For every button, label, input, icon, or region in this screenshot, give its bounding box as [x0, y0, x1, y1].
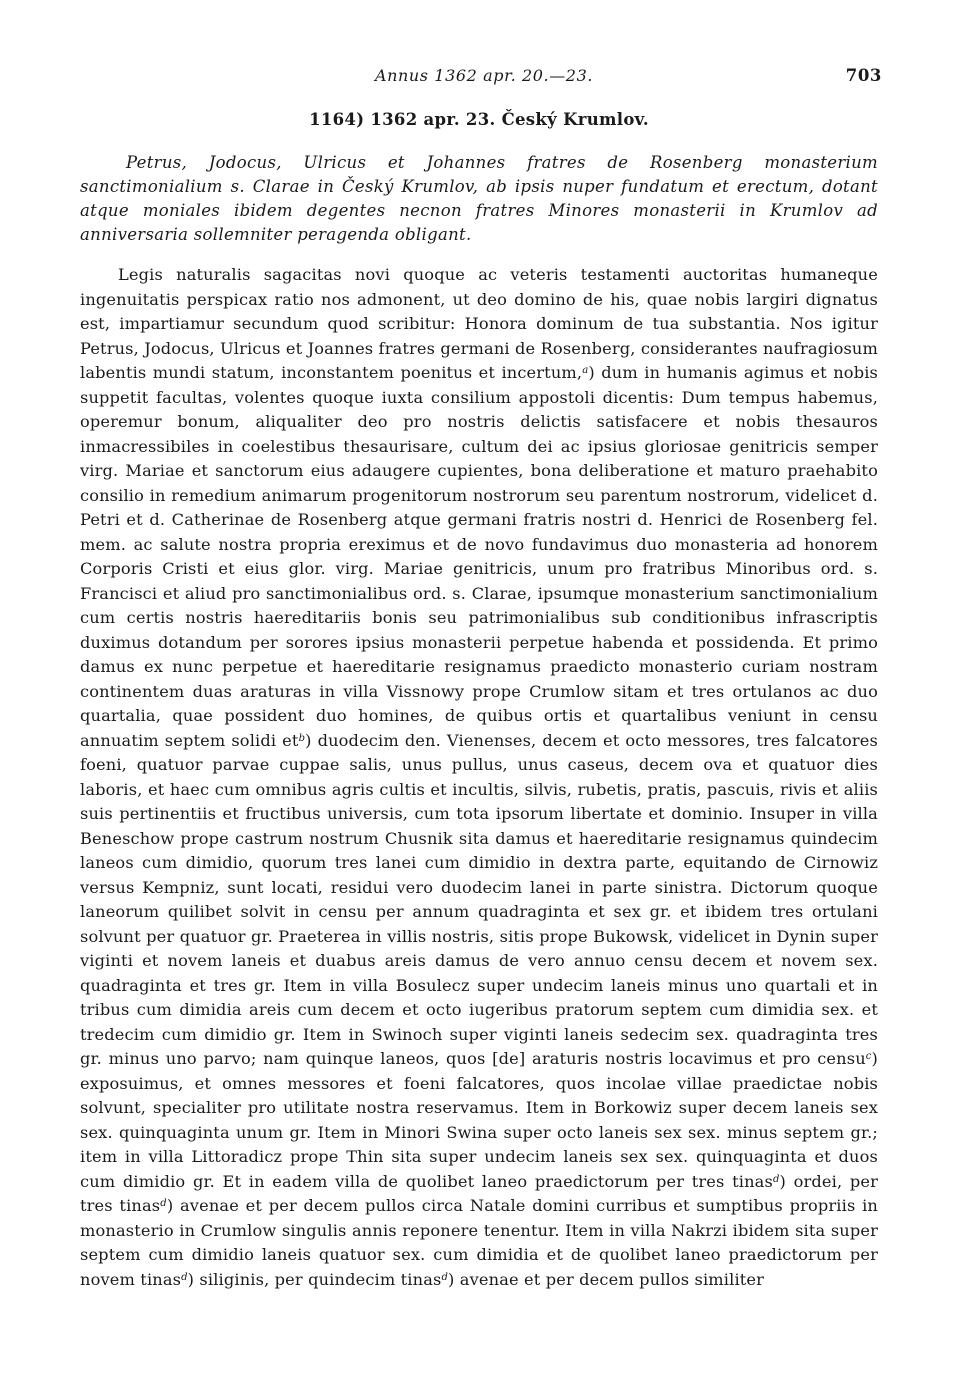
footnote-mark: b	[298, 732, 306, 744]
text-segment: ) dum in humanis agimus et nobis suppetit facultas, volentes quoque iuxta consilium appostoli dicentis: Dum tempus habemus, operemur bonum, aliqualiter deo pro nostris delictis satisfacere et nobis thesauros inmacressibiles in coelestibus thesaurisare, cultum dei ac ipsius gloriosae genitricis semper virg. Mariae et sanctorum eius adaugere cupientes, bona deliberatione et maturo praehabito consilio in remedium animarum progenitorum nostrorum seu parentum nostrorum, videlicet d. Petri et d. Catherinae de Rosenberg atque germani fratris nostri d. Henrici de Rosenberg fel. mem. ac salute nostra propria ereximus et de novo fundavimus duo monasteria ad honorem Corporis Cristi et eius glor. virg. Mariae genitricis, unum pro fratribus Minoribus ord. s. Francisci et aliud pro sanctimonialibus ord. s. Clarae, ipsumque monasterium sanctimonialium cum certis nostris haereditariis bonis seu patrimonialibus sub conditionibus infrascriptis duximus dotandum per sorores ipsius monasterii perpetue habenda et possidenda. Et primo damus ex nunc perpetue et haereditarie resignamus praedicto monasterio curiam nostram continentem duas araturas in villa Vissnowy prope Crumlow sitam et tres ortulanos ac duo quartalia, quae possident duo homines, de quibus ortis et quartalibus veniunt in censu annuatim septem solidi et	[80, 363, 878, 750]
footnote-mark: c	[865, 1051, 872, 1062]
document-heading: 1164) 1362 apr. 23. Český Krumlov.	[309, 110, 649, 129]
text-segment: ) avenae et per decem pullos similiter	[448, 1269, 765, 1289]
charter-text	[80, 263, 878, 1292]
text-segment: ) exposuimus, et omnes messores et foeni falcatores, quos incolae villae praedictae nobis solvunt, specialiter pro utilitate nostra reservamus. Item in Borkowiz super decem laneis sex sex. quinquaginta unum gr. Item in Minori Swina super octo laneis sex sex. minus septem gr.; item in villa Littoradicz prope Thin sita super undecim laneis sex sex. quinquaginta et duos cum dimidio gr. Et in eadem villa de quolibet laneo praedictorum per tres tinas	[80, 1049, 878, 1191]
footnote-mark: d	[772, 1173, 780, 1185]
text-segment: ) avenae et per decem pullos circa Natale domini curribus et sumptibus propriis in monasterio in Crumlow singulis annis reponere tenentur. Item in villa Nakrzi ibidem sita super septem cum dimidio laneis quatuor sex. cum dimidia et de quolibet laneo praedictorum per novem tinas	[80, 1196, 879, 1289]
regest-summary: Petrus, Jodocus, Ulricus et Johannes fratres de Rosenberg monasterium sanctimonialium s. Clarae in Český Krumlov, ab ipsis nuper fundatum et erectum, dotant atque moniales ibidem degentes necnon fratres Minores monasterii in Krumlov ad anniversaria sollemniter peragenda obligant.	[80, 153, 878, 244]
footnote-mark: d	[441, 1271, 449, 1283]
text-segment: ) ordei, per tres tinas	[80, 1171, 878, 1215]
footnote-mark: d	[181, 1271, 188, 1283]
page-number: 703	[845, 66, 882, 85]
text-segment: ) duodecim den. Vienenses, decem et octo messores, tres falcatores foeni, quatuor parvae cuppae salis, unus pullus, unus caseus, decem ova et quatuor dies laboris, et haec cum omnibus agris cultis et incultis, silvis, rubetis, pratis, pascuis, rivis et aliis suis pertinentiis et fructibus universis, cum tota ipsorum libertate et dominio. Insuper in villa Beneschow prope castrum nostrum Chusnik sita damus et haereditarie resignamus quindecim laneos cum dimidio, quorum tres lanei cum dimidio in dextra parte, equitando de Cirnowiz versus Kempniz, sunt locati, residui vero duodecim lanei in parte sinistra. Dictorum quoque laneorum quilibet solvit in censu per annum quadraginta et sex gr. et ibidem tres ortulani solvunt per quatuor gr. Praeterea in villis nostris, sitis prope Bukowsk, videlicet in Dynin super viginti et novem laneis et duabus areis damus de vero annuo censu decem et novem sex. quadraginta et tres gr. Item in villa Bosulecz super undecim laneis minus uno quartali et in tribus cum dimidia areis cum decem et octo iugeribus pratorum septem cum dimidia sex. et tredecim cum dimidio gr. Item in Swinoch super viginti laneis sedecim sex. quadraginta tres gr. minus uno parvo; nam quinque laneos, quos [de] araturis nostris locavimus et pro censu	[80, 730, 878, 1068]
running-head	[80, 66, 882, 94]
text-segment: Legis naturalis sagacitas novi quoque ac veteris testamenti auctoritas humaneque ingenuitatis perspicax ratio nos admonent, ut deo domino de his, quae nobis largiri dignatus est, impartiamur secundum quod scribitur: Honora dominum de tua substantia. Nos igitur Petrus, Jodocus, Ulricus et Joannes fratres germani de Rosenberg, considerantes naufragiosum labentis mundi statum, inconstantem poenitus et incertum,	[80, 265, 878, 382]
text-segment: ) siliginis, per quindecim tinas	[187, 1269, 442, 1289]
footnote-mark: d	[160, 1198, 167, 1209]
footnote-mark: a	[582, 365, 589, 376]
running-head-date: Annus 1362 apr. 20.—23.	[374, 66, 594, 85]
